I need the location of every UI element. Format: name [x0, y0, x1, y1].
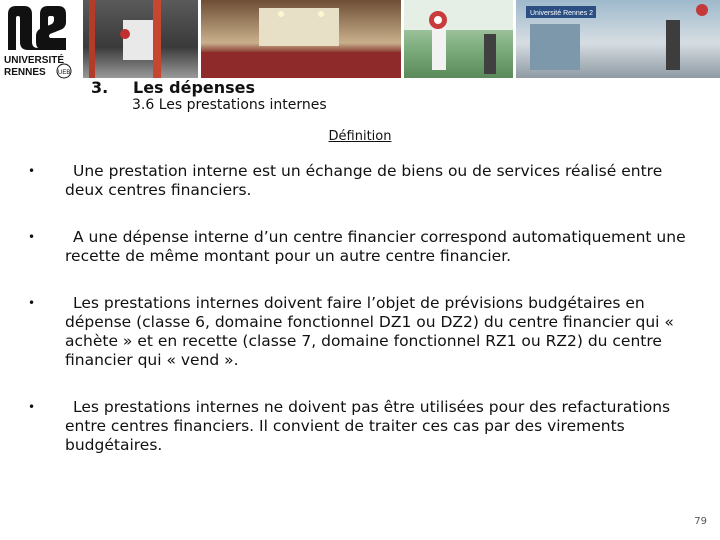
photo-banner [83, 0, 720, 78]
logo-line-1: UNIVERSITÉ [4, 55, 65, 66]
list-item [28, 228, 698, 266]
photo-hallway [83, 0, 198, 78]
bullet-list [28, 162, 698, 483]
bullet-text: Les prestations internes ne doivent pas être utilisées pour des refacturations entre centres financiers. Il convient de traiter ces cas par des virements budgétaires. [65, 398, 671, 454]
page-number: 79 [694, 516, 707, 527]
section-subtitle: 3.6 Les prestations internes [132, 97, 327, 113]
logo-line-2: RENNES [4, 67, 46, 78]
bullet-text: Une prestation interne est un échange de biens ou de services réalisé entre deux centres financiers. [65, 162, 663, 199]
bullet-icon: • [28, 164, 36, 178]
definition-label: Définition [328, 129, 392, 144]
section-number: 3. [91, 78, 109, 97]
section-heading [91, 78, 255, 97]
banner-sign-text: Université Rennes 2 [529, 10, 594, 17]
section-title: Les dépenses [133, 78, 256, 97]
photo-auditorium [201, 0, 400, 78]
bullet-icon: • [28, 296, 36, 310]
list-item [28, 398, 698, 455]
university-logo-mark [0, 0, 76, 80]
logo-badge: UEB [58, 70, 71, 76]
bullet-text: A une dépense interne d’un centre financier correspond automatiquement une recette de même montant pour un autre centre financier. [65, 228, 686, 265]
bullet-icon: • [28, 230, 36, 244]
university-logo [0, 0, 76, 80]
bullet-icon: • [28, 400, 36, 414]
list-item [28, 162, 698, 200]
photo-campus-entrance [516, 0, 720, 78]
photo-campus-outdoor [404, 0, 513, 78]
bullet-text: Les prestations internes doivent faire l’objet de prévisions budgétaires en dépense (classe 6, domaine fonctionnel DZ1 ou DZ2) du centre financier qui « achète » et en recette (classe 7, domaine fonctionnel RZ1 ou RZ2) du centre financier qui « vend ». [65, 294, 674, 369]
list-item [28, 294, 698, 370]
